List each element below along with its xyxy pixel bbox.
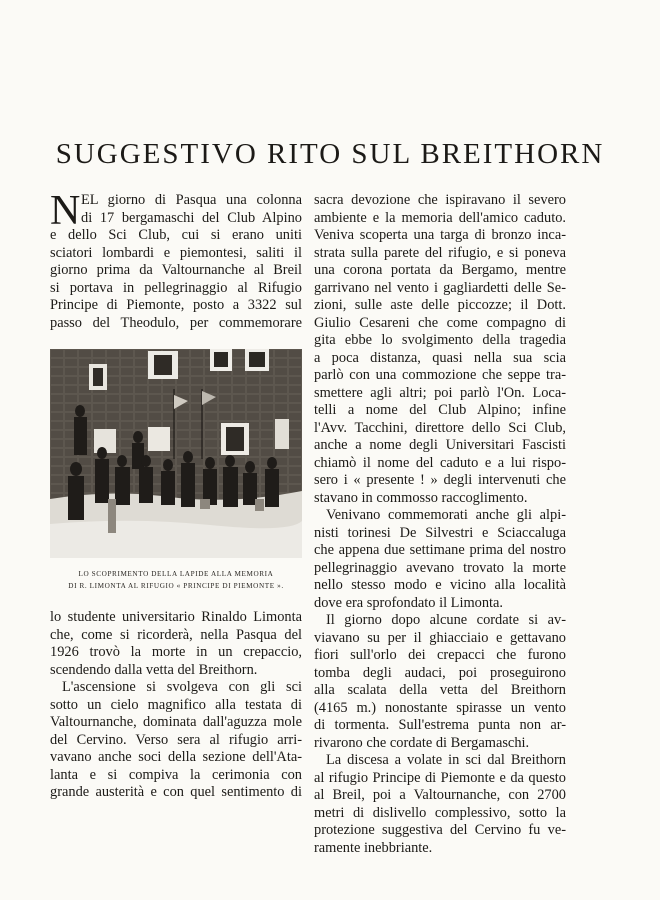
text-line: l'Avv. Tacchini, direttore dello Sci Club, <box>314 419 566 436</box>
text-line: al Breil, poi a Valtournanche, con 2700 <box>314 787 566 803</box>
text-line: Il giorno dopo alcune cordate si av- <box>326 612 566 628</box>
text-line: e dello Sci Club, cui si erano uniti <box>50 227 302 243</box>
text-line: una corona portata da Bergamo, mentre <box>314 262 566 278</box>
text-line: stavano in commosso raccoglimento. <box>314 489 528 506</box>
text-line: protezione suggestiva del Cervino fu ve- <box>314 822 566 838</box>
text-line: Venivano commemorati anche gli alpi- <box>326 507 566 523</box>
text-line: parlò con una commozione che seppe tra- <box>314 367 566 383</box>
text-line: strata sulla parete del rifugio, e si poneva <box>314 244 566 261</box>
page-title: SUGGESTIVO RITO SUL BREITHORN <box>55 138 605 170</box>
text-line: del Cervino. Verso sera al rifugio arri- <box>50 731 302 748</box>
photo-caption <box>50 568 302 592</box>
refuge-photo <box>50 349 302 558</box>
text-line: La discesa a volate in sci dal Breithorn <box>326 752 566 768</box>
text-line: di tormenta. Sull'estrema punta non ar- <box>314 717 566 733</box>
text-line: dove era sprofondato il Limonta. <box>314 594 504 611</box>
text-line: grande austerità e con quel sentimento di <box>50 784 302 800</box>
text-line: al rifugio Principe di Piemonte e da questo <box>314 769 566 786</box>
text-line: anche a nome degli Universitari Fascisti <box>314 437 566 453</box>
text-line: Giulio Cesareni che come compagno di <box>314 314 566 331</box>
text-line: chiamò il nome del caduto e a lui rispo- <box>314 454 566 471</box>
text-line: che, come si ricorderà, nella Pasqua del <box>50 626 302 643</box>
text-line: nisti torinesi De Silvestri e Sciaccaluga <box>314 524 566 541</box>
left-column <box>50 188 302 802</box>
text-line: Principe di Piemonte, posto a 3322 sul <box>50 297 302 313</box>
text-line: 1926 trovò la morte in un crepaccio, <box>50 644 302 660</box>
text-line: scendendo dalla vetta del Breithorn. <box>50 661 258 678</box>
text-line: vavano anche soci della sezione dell'Ata- <box>50 749 302 765</box>
text-line: passo del Theodulo, per commemorare <box>50 314 302 331</box>
text-line: zioni, sulle aste delle piccozze; il Dott. <box>314 297 566 313</box>
text-line: di 17 bergamaschi del Club Alpino <box>81 209 302 226</box>
text-line: sciatori lombardi e piemontesi, saliti il <box>50 244 302 261</box>
caption-line: DI R. LIMONTA AL RIFUGIO « PRINCIPE DI PIEMONTE ». <box>68 582 284 590</box>
left-continuation <box>50 609 302 802</box>
opening-paragraph <box>50 188 302 332</box>
text-line: nello stesso modo e vicino alla località <box>314 577 566 593</box>
text-line: ambiente e la memoria dell'amico caduto. <box>314 209 566 226</box>
text-line: alla scalata della vetta del Breithorn <box>314 682 566 698</box>
text-line: a poca distanza, quasi nella sua scia <box>314 349 566 366</box>
text-line: lanta e si compiva la cerimonia con <box>50 766 302 783</box>
text-line: Valtournanche, dominata dall'aguzza mole <box>50 714 302 730</box>
text-line: sero i « presente ! » degli intervenuti che <box>314 472 566 488</box>
drop-cap: N <box>50 188 81 234</box>
refuge-photo-illustration <box>50 349 302 558</box>
text-line: che appena due settimane prima del nostro <box>314 542 566 558</box>
text-line: telli a nome del Club Alpino; infine <box>314 402 566 418</box>
text-line: EL giorno di Pasqua una colonna <box>81 192 302 208</box>
text-line: smettere agli altri; poi parlò l'On. Loca- <box>314 384 566 401</box>
text-line: (4165 m.) nonostante spirasse un vento <box>314 699 566 716</box>
text-line: viavano su per il ghiacciaio e gettavano <box>314 629 566 646</box>
text-line: sacra devozione che ispiravano il severo <box>314 192 566 208</box>
text-line: garrivano nel vento i gagliardetti delle Se- <box>314 279 566 296</box>
text-line: lo studente universitario Rinaldo Limonta <box>50 609 302 625</box>
text-line: gita ebbe lo svolgimento della tragedia <box>314 332 566 348</box>
text-line: si portava in pellegrinaggio al Rifugio <box>50 279 302 296</box>
text-line: metri di dislivello complessivo, sotto la <box>314 804 566 821</box>
text-line: ramente inebbriante. <box>314 839 433 856</box>
text-line: tomba degli audaci, poi proseguirono <box>314 664 566 681</box>
text-line: L'ascensione si svolgeva con gli sci <box>62 679 302 695</box>
text-line: giorno prima da Valtournanche al Breil <box>50 262 302 278</box>
text-line: pellegrinaggio avevano trovato la morte <box>314 559 566 576</box>
text-line: fiori sull'orlo dei crepacci che furono <box>314 647 566 663</box>
text-line: rivarono che cordate di Bergamaschi. <box>314 734 530 751</box>
text-line: Veniva scoperta una targa di bronzo inca- <box>314 227 566 243</box>
caption-line: LO SCOPRIMENTO DELLA LAPIDE ALLA MEMORIA <box>78 570 274 578</box>
text-line: sotto un cielo magnifico alla testata di <box>50 696 302 713</box>
right-column <box>314 192 566 857</box>
